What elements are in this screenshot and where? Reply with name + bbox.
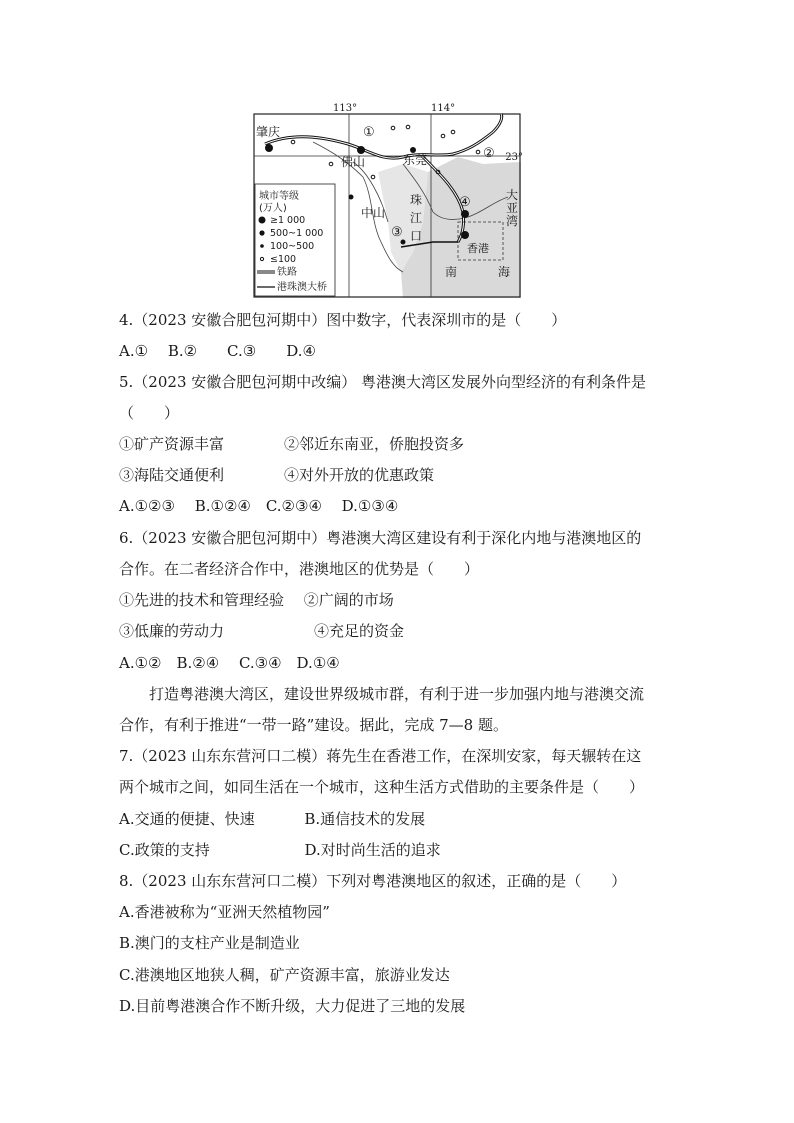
lat-label-23: 23° [505, 152, 523, 163]
pearl-river-delta-map [253, 102, 521, 298]
water-label-nan: 南 [445, 265, 458, 279]
question-8-stem: 8.（2023 山东东营河口二模）下列对粤港澳地区的叙述，正确的是（ ） [119, 872, 627, 890]
passage-line-1: 打造粤港澳大湾区，建设世界级城市群，有利于进一步加强内地与港澳交流 [119, 685, 645, 703]
marker-4: ④ [459, 195, 471, 210]
question-6-options: A.①② B.②④ C.③④ D.①④ [119, 654, 340, 672]
city-label-zhaoqing: 肇庆 [256, 125, 281, 139]
city-label-dongguan: 东莞 [403, 153, 428, 167]
marker-1: ① [363, 125, 375, 140]
legend-title-2: (万人) [259, 203, 287, 214]
question-5-item-3-4: ③海陆交通便利 ④对外开放的优惠政策 [119, 466, 435, 484]
legend-label-4: ≤100 [270, 254, 297, 265]
question-6-item-1-2: ①先进的技术和管理经验 ②广阔的市场 [119, 591, 394, 609]
foshan-dot [357, 146, 365, 154]
legend-label-2: 500~1 000 [270, 228, 324, 239]
legend-label-1: ≥1 000 [270, 215, 306, 226]
water-label-zhu: 珠 [410, 193, 423, 207]
marker-2: ② [483, 146, 495, 161]
legend-label-rail: 铁路 [277, 267, 297, 278]
question-8-option-a: A.香港被称为“亚洲天然植物园” [119, 903, 330, 921]
question-5-item-1-2: ①矿产资源丰富 ②邻近东南亚，侨胞投资多 [119, 435, 465, 453]
lon-label-113: 113° [333, 103, 358, 114]
question-6-stem: 6.（2023 安徽合肥包河期中）粤港澳大湾区建设有利于深化内地与港澳地区的 [119, 529, 642, 547]
legend-symbol-1 [259, 217, 266, 224]
lon-label-114: 114° [431, 103, 456, 114]
marker-3: ③ [391, 225, 403, 240]
zhongshan-dot [349, 195, 354, 200]
marker3-dot [401, 240, 406, 245]
hongkong-dot [461, 231, 469, 239]
city-label-zhongshan: 中山 [361, 206, 386, 220]
legend-label-3: 100~500 [270, 241, 315, 252]
question-5-options: A.①②③ B.①②④ C.②③④ D.①③④ [119, 497, 399, 515]
water-label-ya: 亚 [506, 201, 519, 215]
map-svg [253, 102, 521, 298]
passage-line-2: 合作，有利于推进“一带一路”建设。据此，完成 7—8 题。 [119, 716, 508, 734]
legend-symbol-3 [260, 244, 264, 248]
legend-title-1: 城市等级 [259, 191, 299, 202]
question-6-stem-cont: 合作。在二者经济合作中，港澳地区的优势是（ ） [119, 560, 480, 578]
question-4-options: A.① B.② C.③ D.④ [119, 342, 316, 360]
question-5-stem-cont: （ ） [119, 404, 180, 422]
city-label-hongkong: 香港 [467, 242, 489, 255]
question-7-stem-cont: 两个城市之间，如同生活在一个城市，这种生活方式借助的主要条件是（ ） [119, 778, 645, 796]
legend-symbol-2 [259, 230, 264, 235]
question-6-item-3-4: ③低廉的劳动力 ④充足的资金 [119, 622, 405, 640]
marker4-dot [461, 210, 469, 218]
water-label-wan: 湾 [506, 214, 519, 228]
question-8-option-b: B.澳门的支柱产业是制造业 [119, 934, 300, 952]
question-7-options-ab: A.交通的便捷、快速 B.通信技术的发展 [119, 810, 426, 828]
water-label-hai: 海 [498, 265, 511, 279]
question-8-option-c: C.港澳地区地狭人稠，矿产资源丰富，旅游业发达 [119, 966, 450, 984]
water-label-kou: 口 [410, 229, 423, 243]
zhaoqing-dot [265, 144, 273, 152]
question-4-stem: 4.（2023 安徽合肥包河期中）图中数字，代表深圳市的是（ ） [119, 311, 567, 329]
question-7-stem: 7.（2023 山东东营河口二模）蒋先生在香港工作，在深圳安家，每天辗转在这 [119, 747, 642, 765]
water-label-jiang: 江 [410, 211, 423, 225]
city-label-foshan: 佛山 [341, 155, 366, 169]
question-5-stem: 5.（2023 安徽合肥包河期中改编） 粤港澳大湾区发展外向型经济的有利条件是 [119, 373, 647, 391]
question-8-option-d: D.目前粤港澳合作不断升级，大力促进了三地的发展 [119, 997, 466, 1015]
legend-label-bridge: 港珠澳大桥 [277, 282, 327, 293]
question-7-options-cd: C.政策的支持 D.对时尚生活的追求 [119, 841, 441, 859]
water-label-da: 大 [506, 188, 519, 202]
